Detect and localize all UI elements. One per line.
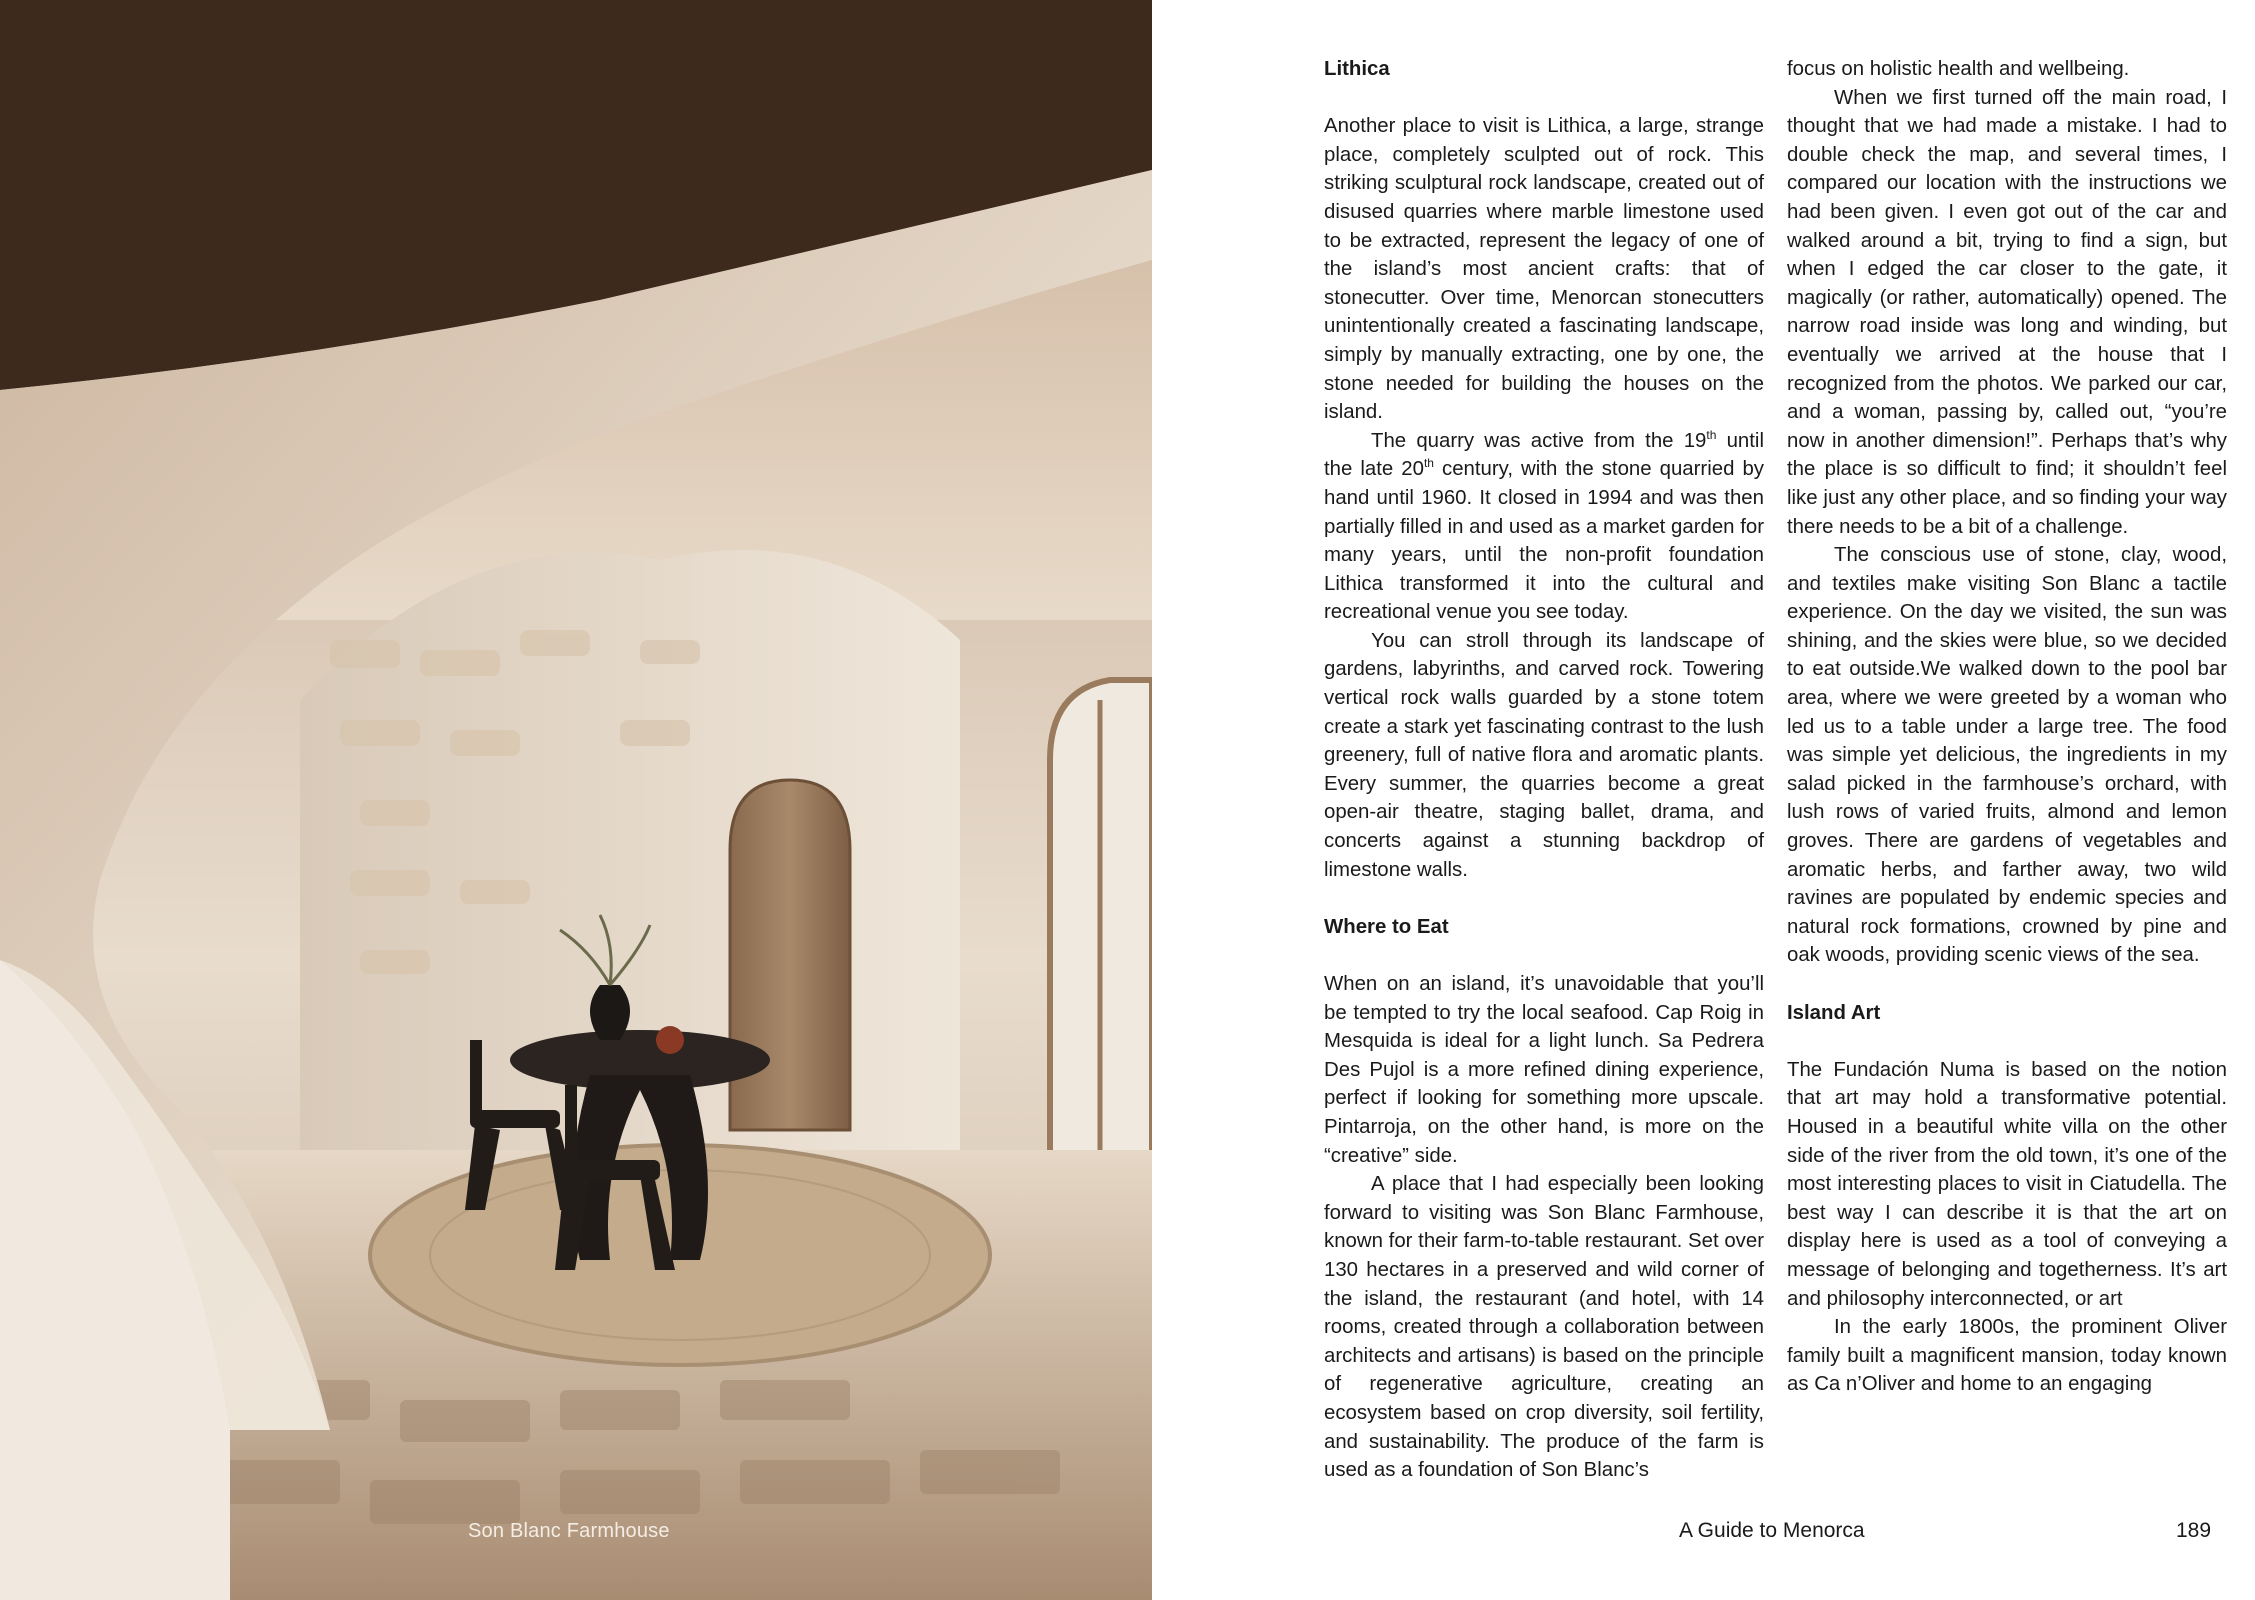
paragraph: When on an island, it’s unavoidable that you’ll be tempted to try the local seafood. Cap Roig in Mesquida is ideal for a light lunch. Sa Pedrera Des Pujol is a more refined dining experience, perfect if looking for something more upscale. Pintarroja, on the other hand, is more on the “creative” side. [1324,973,1764,1167]
superscript: th [1423,456,1434,471]
heading-island-art: Island Art [1787,1001,1881,1024]
photo-caption: Son Blanc Farmhouse [468,1520,670,1542]
paragraph: A place that I had especially been looking forward to visiting was Son Blanc Farmhouse, known for their farm-to-table restaurant. Set over 130 hectares in a preserved and wild corner of the island, the restaurant (and hotel, with 14 rooms, created through a collaboration between architects and artisans) is based on the principle of regenerative agriculture, creating an ecosystem based on crop diversity, soil fertility, and sustainability. The produce of the farm is used as a foundation of Son Blanc’s [1324,1173,1764,1482]
paragraph: In the early 1800s, the prominent Oliver family built a magnificent mansion, today known as Ca n’Oliver and home to an engaging [1787,1316,2227,1396]
paragraph: focus on holistic health and wellbeing. [1787,58,2130,80]
heading-lithica: Lithica [1324,58,1390,80]
text-column-left [1324,55,1764,1485]
wooden-door [730,780,850,1130]
paragraph: The Fundación Numa is based on the notion that art may hold a transformative potential. Housed in a beautiful white villa on the other side of the river from the old town, it’s one of the most interesting places to visit in Ciatudella. The best way I can describe it is that the art on display here is used as a tool of conveying a message of belonging and togetherness. It’s art and philosophy interconnected, or art [1787,1058,2227,1310]
paragraph: The conscious use of stone, clay, wood, and textiles make visiting Son Blanc a tactile experience. On the day we visited, the sun was shining, and the skies were blue, so we decided to eat outside.We walked down to the pool bar area, where we were greeted by a woman who led us to a table under a large tree. The food was simple yet delicious, the ingredients in my salad picked in the farmhouse’s orchard, with lush rows of varied fruits, almond and lemon groves. There are gardens of vegetables and aromatic herbs, and farther away, two wild ravines are populated by endemic species and natural rock formations, crowned by pine and oak woods, providing scenic views of the sea. [1787,544,2227,967]
page-number: 189 [2176,1519,2212,1542]
paragraph: Another place to visit is Lithica, a large, strange place, completely sculpted out of rock. This striking sculptural rock landscape, created out of disused quarries where marble limestone used to be extracted, represent the legacy of one of the island’s most ancient crafts: that of stonecutter. Over time, Menorcan stonecutters unintentionally created a fascinating landscape, simply by manually extracting, one by one, the stone needed for building the houses on the island. [1324,115,1764,424]
superscript: th [1706,427,1717,442]
text-span: The quarry was active from the 19 [1371,429,1707,452]
heading-where-to-eat: Where to Eat [1324,915,1449,938]
candle-holder [656,1026,684,1054]
text-span: century, with the stone quarried by hand until 1960. It closed in 1994 and was then partially filled in and used as a market garden for many years, until the non-profit foundation Lithica transformed it into the cultural and recreational venue you see today. [1324,458,1764,624]
text-span: until the late 20 [1324,429,1764,481]
vase [590,985,630,1040]
running-footer-title: A Guide to Menorca [1679,1519,1865,1542]
text-column-right [1787,55,2227,1399]
paragraph: When we first turned off the main road, I thought that we had made a mistake. I had to double check the map, and several times, I compared our location with the instructions we had been given. I even got out of the car and walked around a bit, trying to find a sign, but when I edged the car closer to the gate, it magically (or rather, automatically) opened. The narrow road inside was long and winding, but eventually we arrived at the house that I recognized from the photos. We parked our car, and a woman, passing by, called out, “you’re now in another dimension!”. Perhaps that’s why the place is so difficult to find; it shouldn’t feel like just any other place, and so finding your way there needs to be a bit of a challenge. [1787,86,2227,538]
paragraph: You can stroll through its landscape of gardens, labyrinths, and carved rock. Towering vertical rock walls guarded by a stone totem create a stark yet fascinating contrast to the lush greenery, full of native flora and aromatic plants. Every summer, the quarries become a great open-air theatre, staging ballet, drama, and concerts against a stunning backdrop of limestone walls. [1324,629,1764,881]
paragraph-quarry [1324,427,1764,627]
